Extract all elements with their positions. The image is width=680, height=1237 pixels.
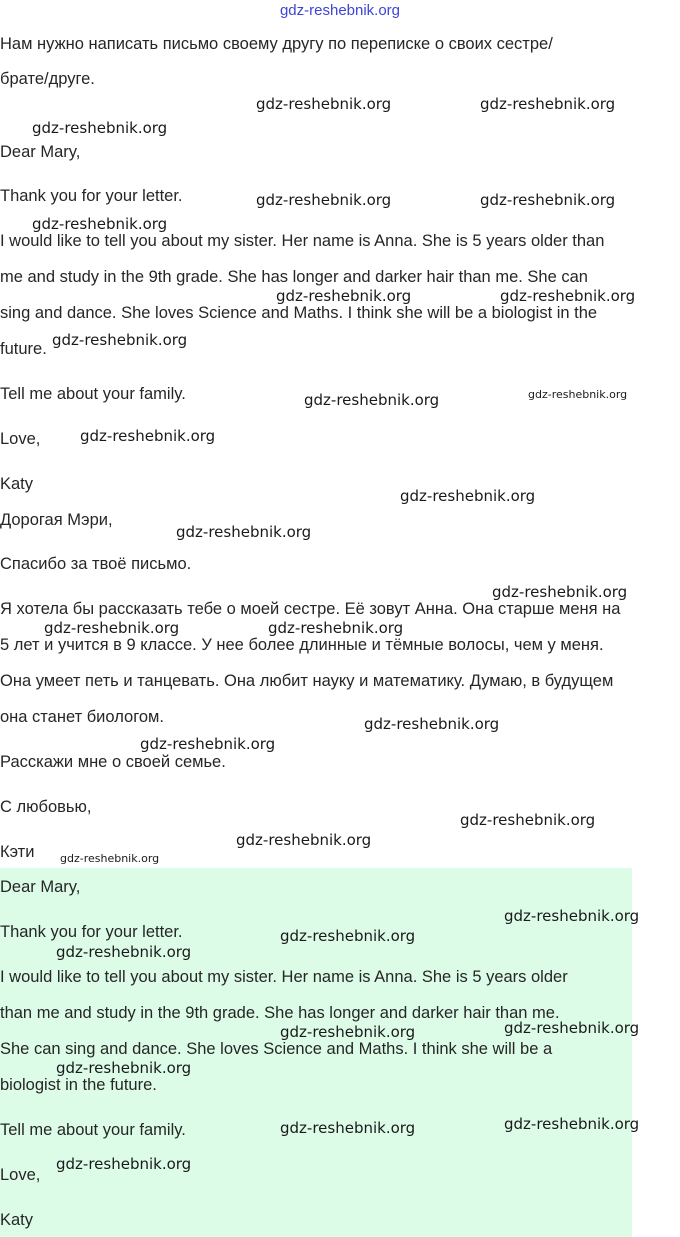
watermark: gdz-reshebnik.org	[504, 1019, 640, 1037]
task-line-1: Нам нужно написать письмо своему другу по переписке о своих сестре/	[0, 35, 553, 53]
answer-body-line: I would like to tell you about my sister. Her name is Anna. She is 5 years older	[0, 968, 568, 986]
en-body-line: future.	[0, 340, 47, 358]
watermark: gdz-reshebnik.org	[268, 619, 404, 637]
watermark: gdz-reshebnik.org	[80, 427, 216, 445]
answer-greeting: Dear Mary,	[0, 878, 81, 896]
ru-body-line: Она умеет петь и танцевать. Она любит науку и математику. Думаю, в будущем	[0, 672, 614, 690]
task-line-2: брате/друге.	[0, 70, 95, 88]
ru-thanks: Спасибо за твоё письмо.	[0, 555, 192, 573]
watermark: gdz-reshebnik.org	[364, 715, 500, 733]
ru-body-line: Я хотела бы рассказать тебе о моей сестре. Её зовут Анна. Она старше меня на	[0, 600, 621, 618]
ru-body-line: 5 лет и учится в 9 классе. У нее более длинные и тёмные волосы, чем у меня.	[0, 636, 604, 654]
watermark: gdz-reshebnik.org	[32, 215, 168, 233]
en-greeting: Dear Mary,	[0, 143, 81, 161]
watermark: gdz-reshebnik.org	[56, 1059, 192, 1077]
en-body-line: me and study in the 9th grade. She has longer and darker hair than me. She can	[0, 268, 588, 286]
watermark: gdz-reshebnik.org	[276, 287, 412, 305]
en-ask: Tell me about your family.	[0, 385, 186, 403]
site-header-link[interactable]: gdz-reshebnik.org	[279, 2, 401, 19]
watermark: gdz-reshebnik.org	[280, 1119, 416, 1137]
watermark: gdz-reshebnik.org	[500, 287, 636, 305]
watermark: gdz-reshebnik.org	[304, 391, 440, 409]
answer-body-line: biologist in the future.	[0, 1076, 157, 1094]
ru-closing: С любовью,	[0, 798, 92, 816]
watermark: gdz-reshebnik.org	[140, 735, 276, 753]
answer-ask: Tell me about your family.	[0, 1121, 186, 1139]
en-body-line: I would like to tell you about my sister. Her name is Anna. She is 5 years older than	[0, 232, 605, 250]
watermark: gdz-reshebnik.org	[44, 619, 180, 637]
watermark: gdz-reshebnik.org	[528, 388, 628, 401]
watermark: gdz-reshebnik.org	[256, 95, 392, 113]
watermark: gdz-reshebnik.org	[256, 191, 392, 209]
answer-body-line: than me and study in the 9th grade. She has longer and darker hair than me.	[0, 1004, 560, 1022]
ru-greeting: Дорогая Мэри,	[0, 511, 113, 529]
watermark: gdz-reshebnik.org	[52, 331, 188, 349]
en-signature: Katy	[0, 475, 34, 493]
watermark: gdz-reshebnik.org	[480, 191, 616, 209]
answer-signature: Katy	[0, 1211, 34, 1229]
watermark: gdz-reshebnik.org	[280, 1023, 416, 1041]
answer-thanks: Thank you for your letter.	[0, 923, 183, 941]
ru-ask: Расскажи мне о своей семье.	[0, 753, 226, 771]
ru-signature: Кэти	[0, 843, 35, 861]
en-thanks: Thank you for your letter.	[0, 187, 183, 205]
watermark: gdz-reshebnik.org	[504, 1115, 640, 1133]
en-closing: Love,	[0, 430, 41, 448]
watermark: gdz-reshebnik.org	[280, 927, 416, 945]
ru-body-line: она станет биологом.	[0, 708, 164, 726]
watermark: gdz-reshebnik.org	[32, 119, 168, 137]
watermark: gdz-reshebnik.org	[176, 523, 312, 541]
watermark: gdz-reshebnik.org	[504, 907, 640, 925]
watermark: gdz-reshebnik.org	[60, 852, 160, 865]
watermark: gdz-reshebnik.org	[400, 487, 536, 505]
watermark: gdz-reshebnik.org	[236, 831, 372, 849]
watermark: gdz-reshebnik.org	[56, 1155, 192, 1173]
watermark: gdz-reshebnik.org	[56, 943, 192, 961]
en-body-line: sing and dance. She loves Science and Maths. I think she will be a biologist in the	[0, 304, 598, 322]
watermark: gdz-reshebnik.org	[460, 811, 596, 829]
watermark: gdz-reshebnik.org	[492, 583, 628, 601]
watermark: gdz-reshebnik.org	[480, 95, 616, 113]
answer-closing: Love,	[0, 1166, 41, 1184]
answer-body-line: She can sing and dance. She loves Science and Maths. I think she will be a	[0, 1040, 553, 1058]
